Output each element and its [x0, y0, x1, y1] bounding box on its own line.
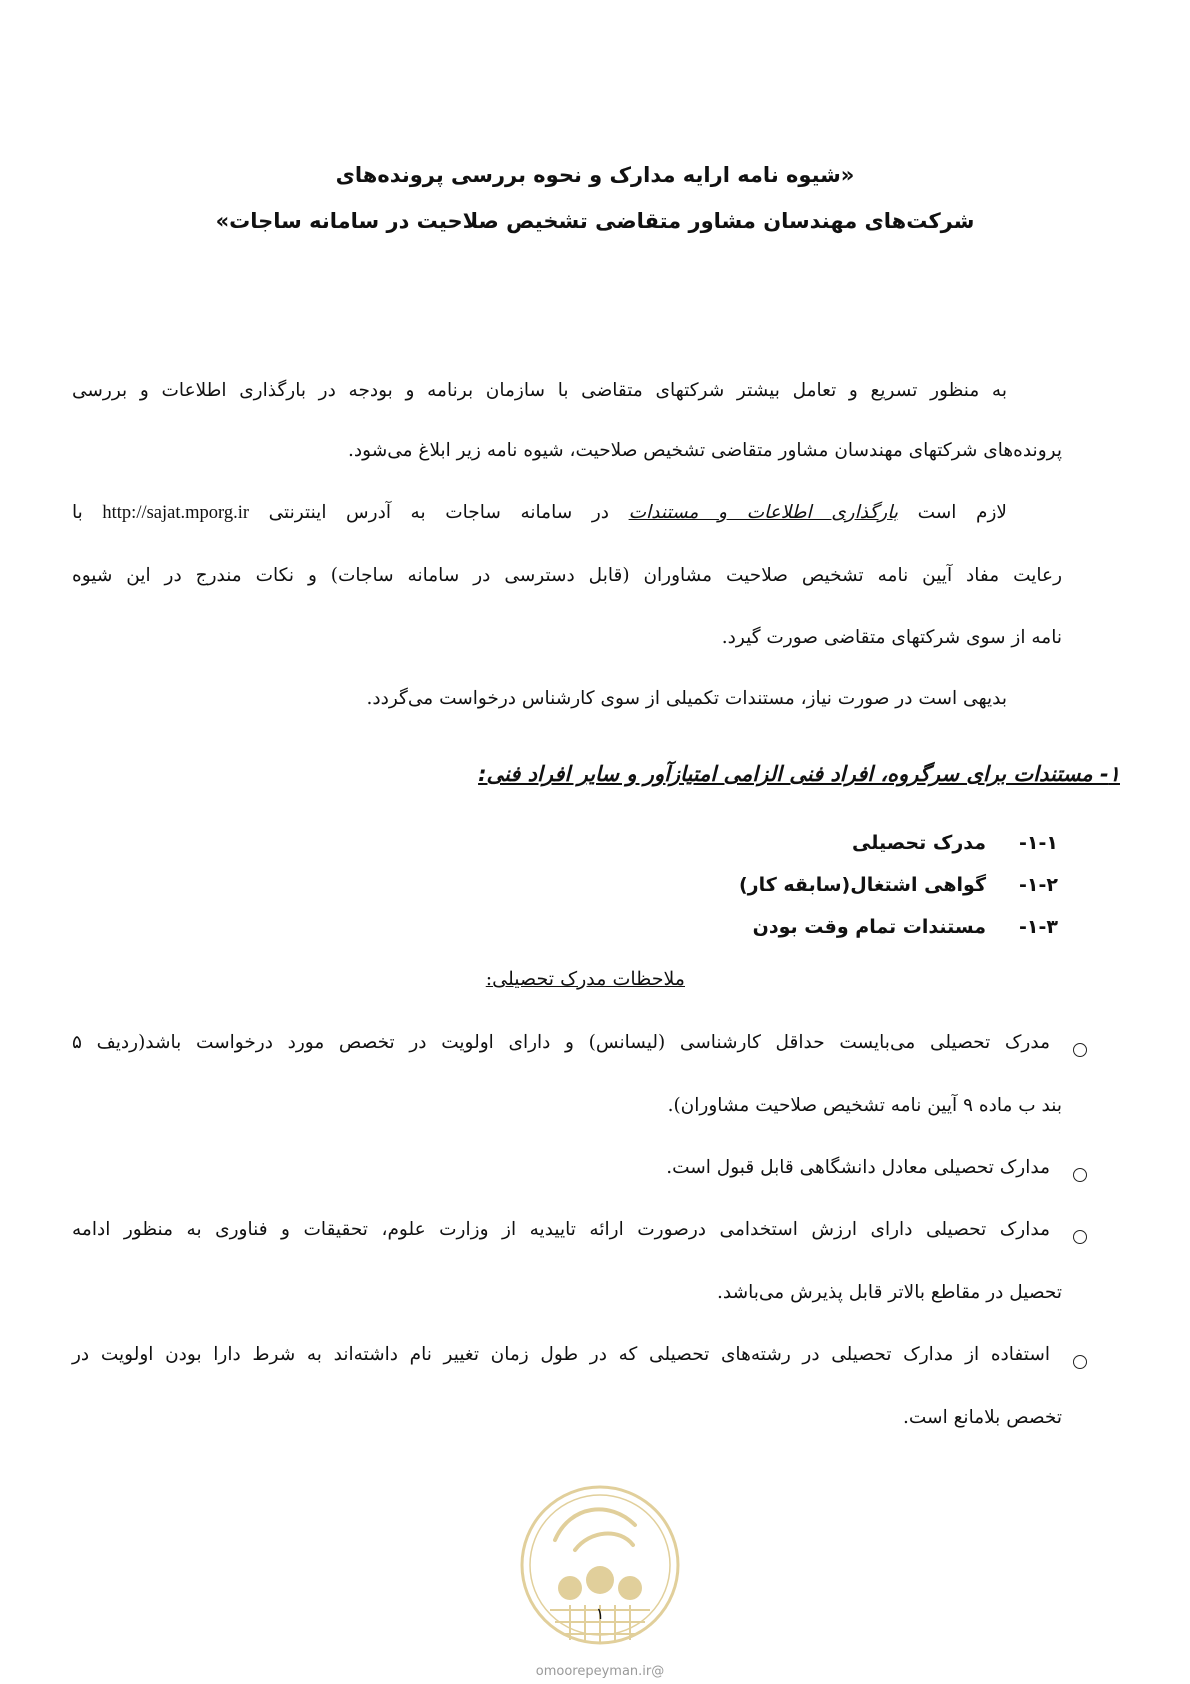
- p2-mid-text: در سامانه ساجات به آدرس اینترنتی: [268, 502, 609, 523]
- bullet-circle-icon: [1073, 1168, 1087, 1182]
- intro-p2-line1: [72, 502, 1007, 524]
- intro-p3: بدیهی است در صورت نیاز، مستندات تکمیلی از سوی کارشناس درخواست می‌گردد.: [366, 688, 1007, 709]
- notes-title: ملاحظات مدرک تحصیلی:: [485, 968, 685, 990]
- note-3-line2: تحصیل در مقاطع بالاتر قابل پذیرش می‌باشد.: [717, 1282, 1062, 1303]
- p2-start-text: لازم است: [917, 502, 1007, 523]
- sub-item-1-3: [753, 916, 1058, 938]
- sub-item-number: ۱-۲-: [1019, 874, 1058, 896]
- sub-item-label: مدرک تحصیلی: [851, 832, 986, 854]
- footer-url: @omoorepeyman.ir: [535, 1664, 665, 1679]
- sub-item-number: ۱-۱-: [1019, 832, 1058, 854]
- page-number: ۱: [595, 1604, 605, 1623]
- intro-p1-line1: به منظور تسریع و تعامل بیشتر شرکتهای متقاضی با سازمان برنامه و بودجه در بارگذاری اطلاعات و بررسی: [72, 380, 1007, 401]
- p2-end-text: با: [72, 502, 83, 523]
- document-title: [100, 152, 1090, 244]
- omoorepeyman-logo-watermark: [515, 1470, 685, 1680]
- note-2: مدارک تحصیلی معادل دانشگاهی قابل قبول است.: [666, 1157, 1050, 1178]
- bullet-circle-icon: [1073, 1043, 1087, 1057]
- section-1-heading: ۱- مستندات برای سرگروه، افراد فنی الزامی امتیازآور و سایر افراد فنی:: [478, 762, 1120, 786]
- sub-item-1-2: [739, 874, 1058, 896]
- p2-emphasis-text: بارگذاری اطلاعات و مستندات: [628, 502, 898, 523]
- title-line-2: شرکت‌های مهندسان مشاور متقاضی تشخیص صلاحیت در سامانه ساجات»: [215, 209, 975, 233]
- bullet-circle-icon: [1073, 1230, 1087, 1244]
- bullet-circle-icon: [1073, 1355, 1087, 1369]
- intro-p2-line2: رعایت مفاد آیین نامه تشخیص صلاحیت مشاوران (قابل دسترسی در سامانه ساجات) و نکات مندرج در این شیوه: [72, 565, 1062, 586]
- note-1-line1: مدرک تحصیلی می‌بایست حداقل کارشناسی (لیسانس) و دارای اولویت در تخصص مورد درخواست باشد(ردیف ۵: [72, 1032, 1050, 1053]
- note-4-line1: استفاده از مدارک تحصیلی در رشته‌های تحصیلی که در طول زمان تغییر نام داشته‌اند به شرط دارا بودن اولویت در: [72, 1344, 1050, 1365]
- note-3-line1: مدارک تحصیلی دارای ارزش استخدامی درصورت ارائه تاییدیه از وزارت علوم، تحقیقات و فناوری به منظور ادامه: [72, 1219, 1050, 1240]
- sub-item-label: گواهی اشتغال(سابقه کار): [738, 874, 986, 896]
- note-4-line2: تخصص بلامانع است.: [903, 1407, 1062, 1428]
- note-1-line2: بند ب ماده ۹ آیین نامه تشخیص صلاحیت مشاوران).: [667, 1095, 1062, 1116]
- sajat-url-link[interactable]: http://sajat.mporg.ir: [102, 503, 250, 523]
- intro-p1-line2: پرونده‌های شرکتهای مهندسان مشاور متقاضی تشخیص صلاحیت، شیوه نامه زیر ابلاغ می‌شود.: [348, 440, 1062, 461]
- title-line-1: «شیوه نامه ارایه مدارک و نحوه بررسی پرونده‌های: [335, 163, 855, 187]
- sub-item-label: مستندات تمام وقت بودن: [752, 916, 986, 938]
- sub-item-number: ۱-۳-: [1019, 916, 1058, 938]
- intro-p2-line3: نامه از سوی شرکتهای متقاضی صورت گیرد.: [721, 627, 1062, 648]
- sub-item-1-1: [852, 832, 1058, 854]
